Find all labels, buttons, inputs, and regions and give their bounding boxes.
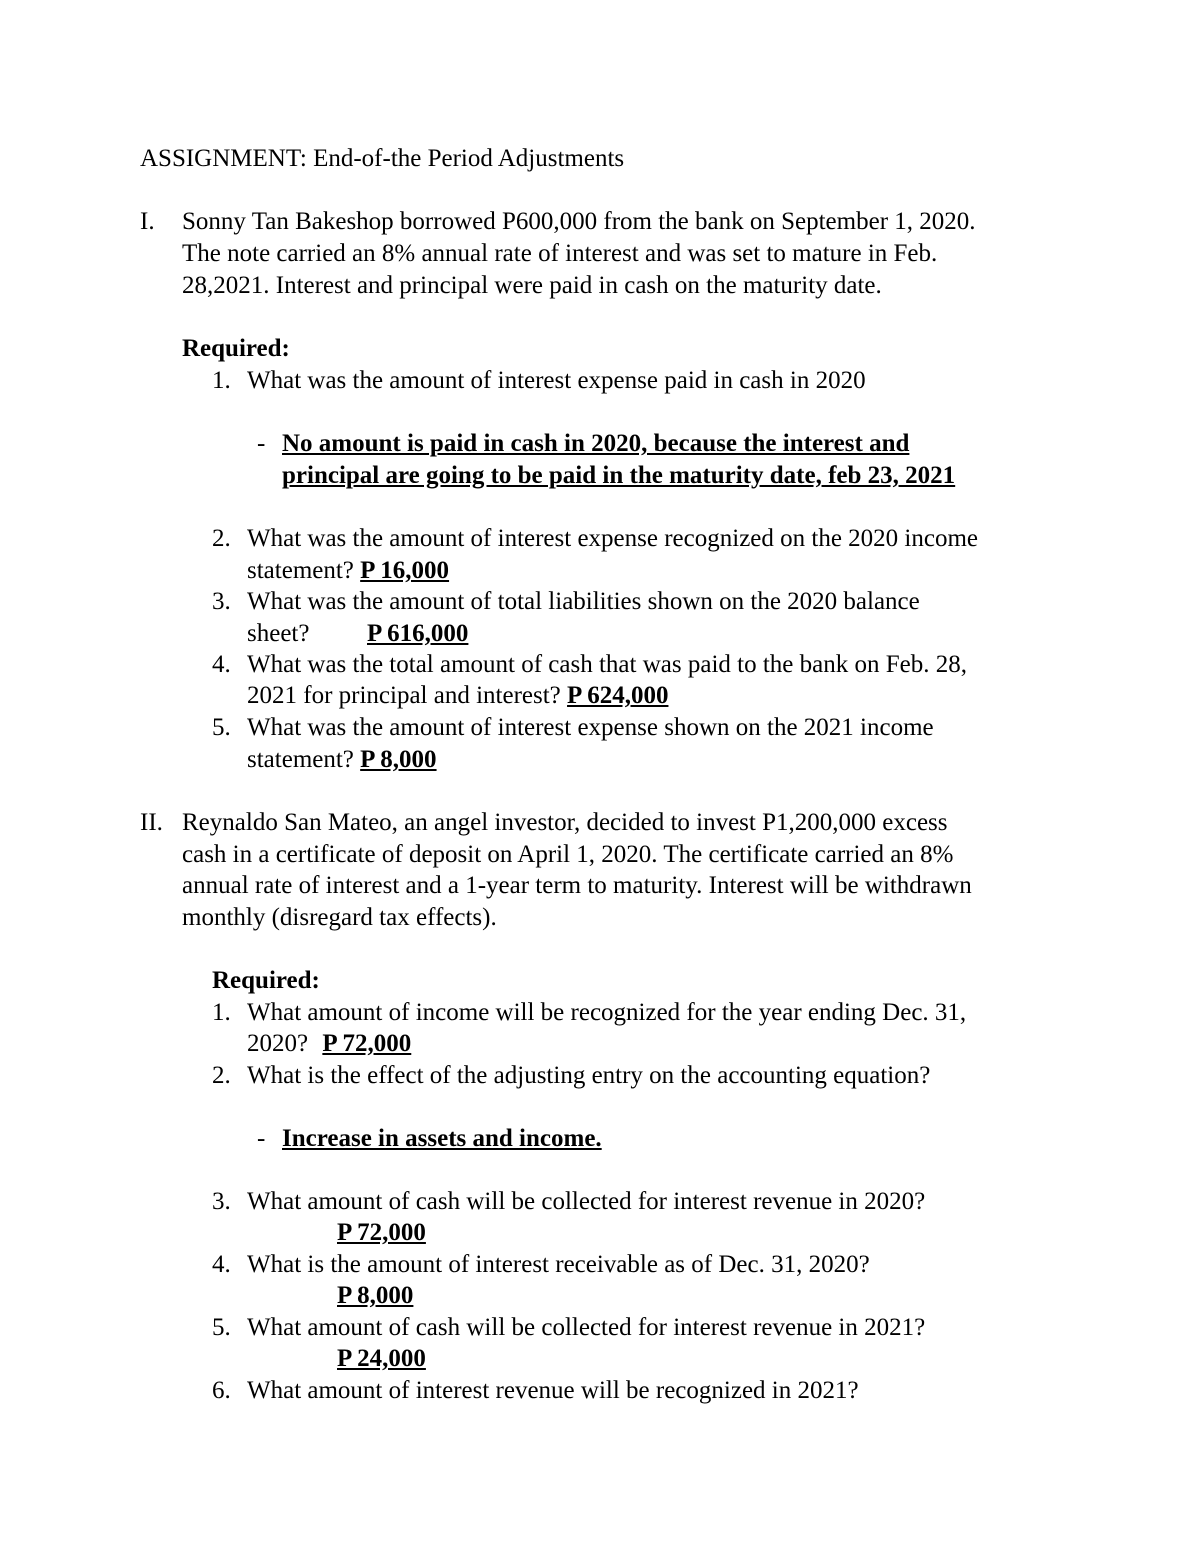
question-number: 2. bbox=[212, 1062, 231, 1089]
section-2-text-line: Reynaldo San Mateo, an angel investor, decided to invest P1,200,000 excess bbox=[182, 809, 948, 836]
page-title: ASSIGNMENT: End-of-the Period Adjustments bbox=[140, 145, 625, 172]
answer-value: P 16,000 bbox=[360, 557, 450, 584]
section-2-text-line: annual rate of interest and a 1-year term to maturity. Interest will be withdrawn bbox=[182, 872, 972, 899]
question-number: 1. bbox=[212, 367, 231, 394]
section-2-numeral: II. bbox=[140, 809, 163, 836]
answer-value: P 24,000 bbox=[337, 1345, 426, 1372]
question-text: What was the amount of interest expense shown on the 2021 income bbox=[247, 714, 934, 741]
answer-text: principal are going to be paid in the maturity date, feb 23, 2021 bbox=[282, 462, 956, 489]
answer-value: P 8,000 bbox=[337, 1282, 414, 1309]
question-text: statement? bbox=[247, 746, 354, 773]
question-text: 2021 for principal and interest? bbox=[247, 682, 561, 709]
question-text: What is the effect of the adjusting entry on the accounting equation? bbox=[247, 1062, 931, 1089]
question-text: What is the amount of interest receivable as of Dec. 31, 2020? bbox=[247, 1251, 870, 1278]
question-number: 4. bbox=[212, 651, 231, 678]
question-text: What was the amount of interest expense paid in cash in 2020 bbox=[247, 367, 866, 394]
section-2-text-line: cash in a certificate of deposit on April 1, 2020. The certificate carried an 8% bbox=[182, 841, 954, 868]
question-text: statement? bbox=[247, 557, 354, 584]
answer-value: P 624,000 bbox=[567, 682, 669, 709]
question-text: What amount of interest revenue will be recognized in 2021? bbox=[247, 1377, 859, 1404]
answer-value: P 72,000 bbox=[337, 1219, 426, 1246]
question-text: What amount of income will be recognized for the year ending Dec. 31, bbox=[247, 999, 967, 1026]
question-number: 5. bbox=[212, 714, 231, 741]
question-text: 2020? bbox=[247, 1030, 309, 1057]
question-number: 3. bbox=[212, 588, 231, 615]
section-1-text-line: The note carried an 8% annual rate of interest and was set to mature in Feb. bbox=[182, 240, 938, 267]
question-number: 2. bbox=[212, 525, 231, 552]
section-1-numeral: I. bbox=[140, 208, 155, 235]
answer-value: P 616,000 bbox=[367, 620, 469, 647]
section-2-required-heading: Required: bbox=[212, 967, 320, 994]
section-1-required-heading: Required: bbox=[182, 335, 290, 362]
answer-dash: - bbox=[257, 430, 266, 457]
question-text: What amount of cash will be collected for interest revenue in 2021? bbox=[247, 1314, 926, 1341]
question-text: sheet? bbox=[247, 620, 310, 647]
answer-dash: - bbox=[257, 1125, 266, 1152]
section-2-text-line: monthly (disregard tax effects). bbox=[182, 904, 497, 931]
section-1-text-line: 28,2021. Interest and principal were paid in cash on the maturity date. bbox=[182, 272, 882, 299]
answer-text: Increase in assets and income. bbox=[282, 1125, 602, 1152]
question-text: What was the amount of total liabilities shown on the 2020 balance bbox=[247, 588, 920, 615]
answer-value: P 72,000 bbox=[322, 1030, 412, 1057]
question-number: 1. bbox=[212, 999, 231, 1026]
answer-value: P 8,000 bbox=[360, 746, 437, 773]
question-number: 6. bbox=[212, 1377, 231, 1404]
section-1-text-line: Sonny Tan Bakeshop borrowed P600,000 from the bank on September 1, 2020. bbox=[182, 208, 976, 235]
question-text: What amount of cash will be collected for interest revenue in 2020? bbox=[247, 1188, 926, 1215]
question-number: 4. bbox=[212, 1251, 231, 1278]
question-text: What was the amount of interest expense recognized on the 2020 income bbox=[247, 525, 979, 552]
answer-text: No amount is paid in cash in 2020, because the interest and bbox=[282, 430, 910, 457]
question-number: 3. bbox=[212, 1188, 231, 1215]
question-text: What was the total amount of cash that was paid to the bank on Feb. 28, bbox=[247, 651, 967, 678]
question-number: 5. bbox=[212, 1314, 231, 1341]
